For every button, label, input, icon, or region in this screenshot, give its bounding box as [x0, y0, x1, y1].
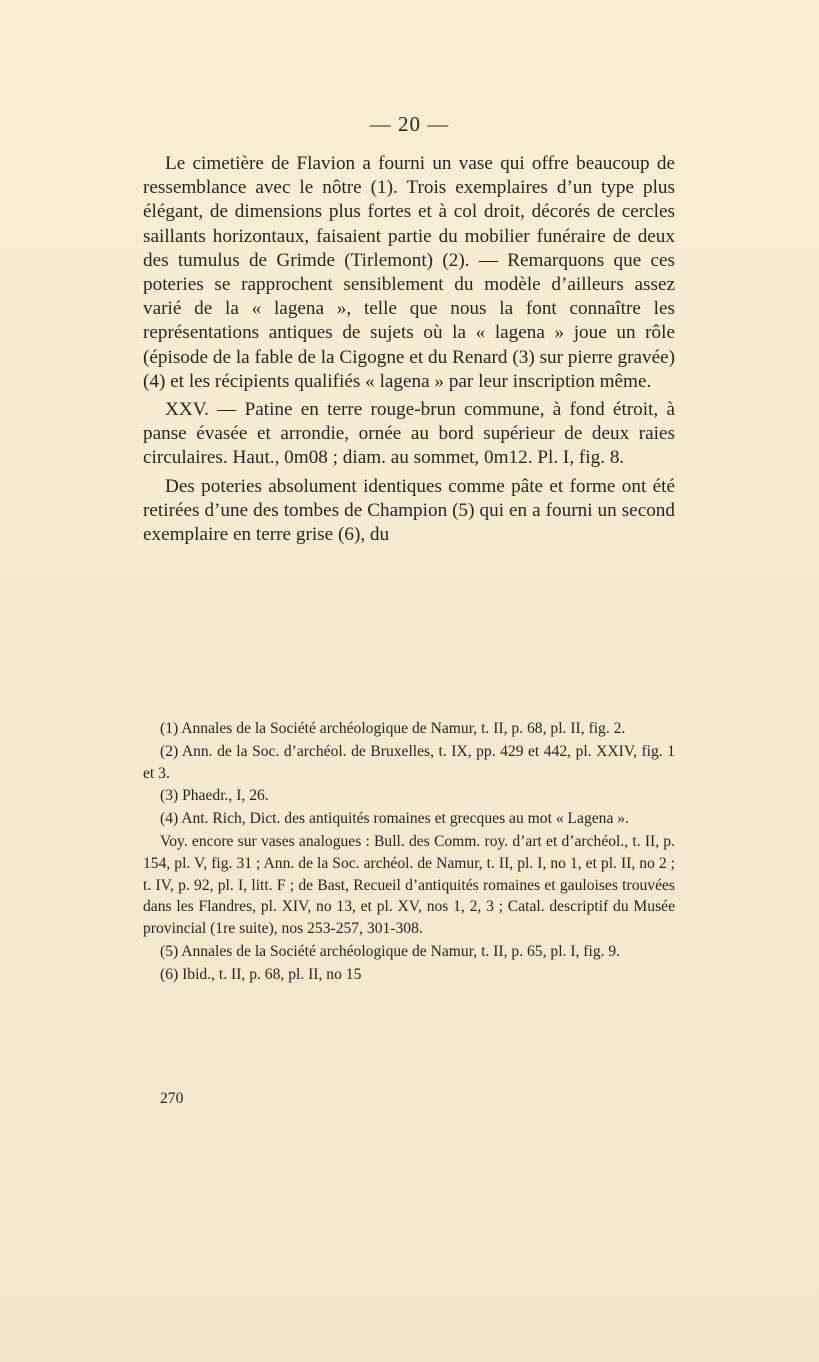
paragraph-3: Des poteries absolument identiques comme pâte et forme ont été retirées d’une des tombes de Champion (5) qui en a fourni un second exemplaire en terre grise (6), du — [143, 475, 675, 546]
paragraph-2: XXV. — Patine en terre rouge-brun commune, à fond étroit, à panse évasée et arrondie, ornée au bord supérieur de deux raies circulaires. Haut., 0m08 ; diam. au sommet, 0m12. Pl. I, fig. 8. — [143, 399, 675, 469]
printer-signature: 270 — [160, 1090, 184, 1107]
footnote-4: (4) Ant. Rich, Dict. des antiquités romaines et grecques au mot « Lagena ». — [160, 810, 629, 828]
footnotes — [143, 718, 675, 986]
footnote-6: (6) Ibid., t. II, p. 68, pl. II, no 15 — [160, 965, 362, 983]
footnote-5: (5) Annales de la Société archéologique de Namur, t. II, p. 65, pl. I, fig. 9. — [160, 942, 621, 960]
footnote-voy: Voy. encore sur vases analogues : Bull. des Comm. roy. d’art et d’archéol., t. II, p. 154, pl. V, fig. 31 ; Ann. de la Soc. archéol. de Namur, t. II, pl. I, no 1, et pl. II, no 2 ; t. IV, p. 92, pl. I, litt. F ; de Bast, Recueil d’antiquités romaines et gauloises trouvées dans les Flandres, pl. XIV, no 13, et pl. XV, nos 1, 2, 3 ; Catal. descriptif du Musée provincial (1re suite), nos 253-257, 301-308. — [143, 832, 675, 938]
paragraph-1: Le cimetière de Flavion a fourni un vase qui offre beaucoup de ressemblance avec le nôtre (1). Trois exemplaires d’un type plus élégant, de dimensions plus fortes et à col droit, décorés de cercles saillants horizontaux, faisaient partie du mobilier funéraire de deux des tumulus de Grimde (Tirlemont) (2). — Remarquons que ces poteries se rapprochent sensiblement du modèle d’ailleurs assez varié de la « lagena », telle que nous la font connaître les représentations antiques de sujets où la « lagena » joue un rôle (épisode de la fable de la Cigogne et du Renard (3) sur pierre gravée) (4) et les récipients qualifiés « lagena » par leur inscription même. — [143, 153, 675, 392]
footnote-2: (2) Ann. de la Soc. d’archéol. de Bruxelles, t. IX, pp. 429 et 442, pl. XXIV, fig. 1 et 3. — [143, 742, 675, 782]
body-text — [143, 152, 675, 547]
page-number: — 20 — — [369, 112, 450, 136]
footnote-1: (1) Annales de la Société archéologique de Namur, t. II, p. 68, pl. II, fig. 2. — [160, 720, 626, 737]
footnote-3: (3) Phaedr., I, 26. — [160, 787, 269, 805]
